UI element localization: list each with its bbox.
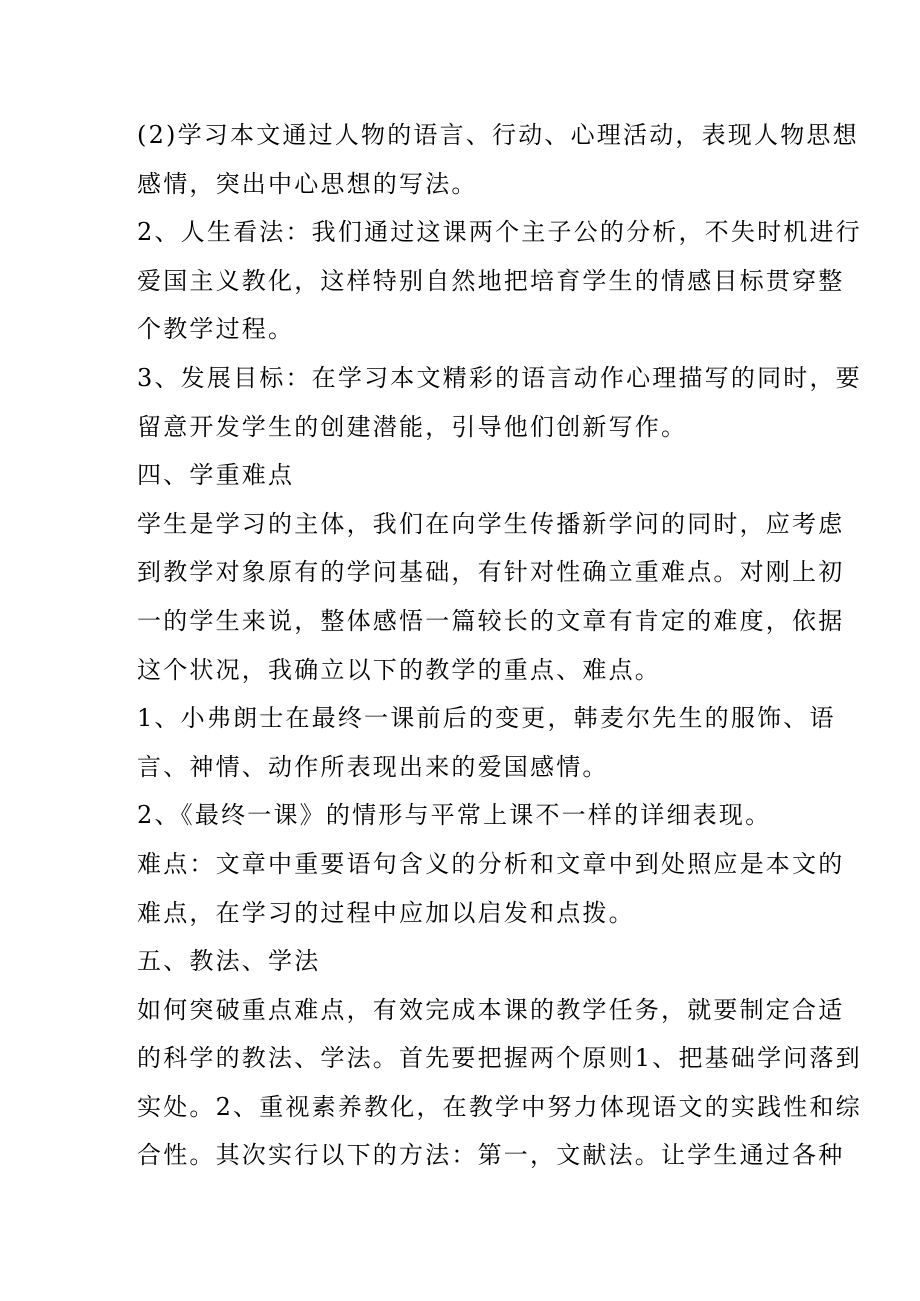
section-heading-4 xyxy=(137,451,787,500)
text-line: 实处。2、重视素养教化，在教学中努力体现语文的实践性和综 xyxy=(137,1092,862,1121)
text-line: 言、神情、动作所表现出来的爱国感情。 xyxy=(137,752,609,781)
paragraph-key-points-intro xyxy=(137,500,845,694)
text-line: 爱国主义教化，这样特别自然地把培育学生的情感目标贯穿整 xyxy=(137,266,845,295)
text-line: 难点：文章中重要语句含义的分析和文章中到处照应是本文的 xyxy=(137,849,845,878)
text-line: 2、人生看法：我们通过这课两个主子公的分析，不失时机进行 xyxy=(137,218,862,247)
paragraph-key-point-1 xyxy=(137,694,836,791)
paragraph-difficulty xyxy=(137,840,845,937)
paragraph-key-point-2 xyxy=(137,791,787,840)
text-line: 到教学对象原有的学问基础，有针对性确立重难点。对刚上初 xyxy=(137,558,845,587)
text-line: 的科学的教法、学法。首先要把握两个原则1、把基础学问落到 xyxy=(137,1044,862,1073)
document-page xyxy=(137,111,862,1180)
section-heading-5 xyxy=(137,937,787,986)
paragraph-methods xyxy=(137,986,862,1180)
text-line: 留意开发学生的创建潜能，引导他们创新写作。 xyxy=(137,412,688,441)
text-line: 四、学重难点 xyxy=(137,461,295,490)
text-line: 学生是学习的主体，我们在向学生传播新学问的同时，应考虑 xyxy=(137,509,845,538)
text-line: 1、小弗朗士在最终一课前后的变更，韩麦尔先生的服饰、语 xyxy=(137,704,836,733)
paragraph-development-goal xyxy=(137,354,862,451)
text-line: 这个状况，我确立以下的教学的重点、难点。 xyxy=(137,655,661,684)
text-line: 个教学过程。 xyxy=(137,315,295,344)
text-line: 感情，突出中心思想的写法。 xyxy=(137,169,478,198)
paragraph-goal-2 xyxy=(137,111,859,208)
text-line: 五、教法、学法 xyxy=(137,947,321,976)
text-line: 2、《最终一课》的情形与平常上课不一样的详细表现。 xyxy=(137,801,772,830)
text-line: 一的学生来说，整体感悟一篇较长的文章有肯定的难度，依据 xyxy=(137,606,845,635)
text-line: 合性。其次实行以下的方法：第一，文献法。让学生通过各种 xyxy=(137,1141,845,1170)
text-line: 如何突破重点难点，有效完成本课的教学任务，就要制定合适 xyxy=(137,995,845,1024)
paragraph-life-view xyxy=(137,208,862,354)
text-line: 难点，在学习的过程中应加以启发和点拨。 xyxy=(137,898,635,927)
text-line: 3、发展目标：在学习本文精彩的语言动作心理描写的同时，要 xyxy=(137,363,862,392)
text-line: (2)学习本文通过人物的语言、行动、心理活动，表现人物思想 xyxy=(137,121,859,149)
